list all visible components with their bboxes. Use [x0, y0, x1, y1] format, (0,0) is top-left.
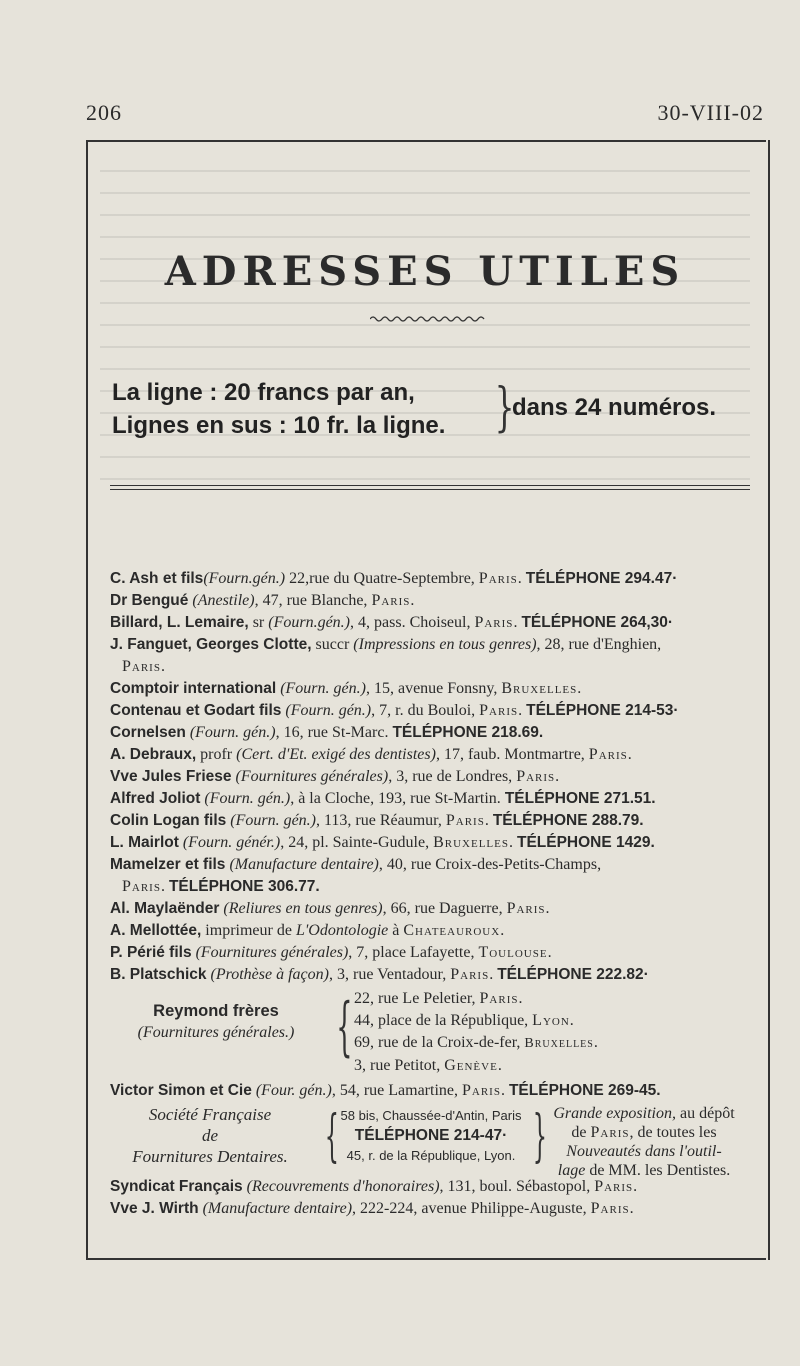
entry-address: , 3, rue de Londres, [388, 768, 517, 785]
entry-address: , 113, rue Réaumur, [316, 812, 446, 829]
list-item [110, 1080, 760, 1102]
company-address: 58 bis, Chaussée-d'Antin, Paris [340, 1108, 522, 1123]
entry-name: L. Mairlot [110, 834, 179, 851]
entry-note: (Reliures en tous genres) [223, 900, 383, 917]
list-item [110, 964, 760, 986]
issue-date: 30-VIII-02 [657, 100, 764, 125]
branch-address: 22, rue Le Peletier, [354, 990, 480, 1007]
address-list [110, 568, 760, 1220]
rates-block [112, 376, 445, 442]
list-item [110, 612, 760, 634]
entry-sep: . [160, 878, 169, 895]
entry-note: (Fourn. gén.) [204, 790, 291, 807]
entry-note: (Fourn. génér.) [182, 834, 281, 851]
list-item [110, 634, 760, 678]
list-item [110, 854, 760, 898]
company-note: de [571, 1124, 591, 1141]
entry-sep: . [517, 570, 526, 587]
entry-note: (Manufacture dentaire) [229, 856, 379, 873]
entry-note: (Fourn.gén.) [268, 614, 351, 631]
entry-name: Vve J. Wirth [110, 1200, 199, 1217]
entry-address: , 47, rue Blanche, [254, 592, 372, 609]
entry-end: . [627, 746, 632, 763]
entry-note: (Fourn. gén.) [189, 724, 276, 741]
entry-title: succr [311, 636, 354, 653]
entry-telephone: TÉLÉPHONE 271.51. [504, 790, 656, 807]
entry-city: Paris [474, 614, 514, 631]
branch-city: Bruxelles [524, 1036, 594, 1051]
branch-end: . [518, 990, 523, 1007]
entry-address: , 24, pl. Sainte-Gudule, [280, 834, 434, 851]
page-number: 206 [86, 100, 122, 125]
entry-name: Victor Simon et Cie [110, 1082, 252, 1099]
divider-rule [110, 489, 750, 490]
entry-address: , 16, rue St-Marc. [275, 724, 393, 741]
entry-name: A. Debraux, [110, 746, 197, 763]
entry-sep: . [508, 834, 517, 851]
societe-francaise-block [110, 1104, 760, 1179]
entry-city: Paris [590, 1200, 630, 1217]
company-name-line: Fournitures Dentaires. [132, 1147, 288, 1166]
brace: } [532, 1104, 547, 1169]
brace: { [336, 990, 353, 1064]
company-note: Grande exposition, [553, 1105, 676, 1122]
rates-frequency: dans 24 numéros. [512, 394, 717, 421]
entry-note: (Fourn.gén.) [203, 570, 286, 587]
branch-end: . [497, 1057, 502, 1074]
entry-note: (Fourn. gén.) [230, 812, 317, 829]
entry-note: (Cert. d'Et. exigé des dentistes) [236, 746, 436, 763]
entry-city: Paris [478, 570, 518, 587]
branch-end: . [593, 1034, 598, 1051]
entry-note: (Anestile) [192, 592, 255, 609]
branch-address: 44, place de la République, [354, 1012, 533, 1029]
page-title: ADRESSES UTILES [164, 248, 686, 295]
entry-note: (Prothèse à façon) [210, 966, 329, 983]
entry-address: , 28, rue d'Enghien, [536, 636, 662, 653]
entry-end: . [555, 768, 560, 785]
list-item [110, 942, 760, 964]
entry-note: (Recouvrements d'honoraires) [246, 1178, 440, 1195]
entry-name: Comptoir international [110, 680, 277, 697]
entry-city: Paris [588, 746, 628, 763]
entry-name: C. Ash et fils [110, 570, 204, 587]
company-name-line: Société Française [148, 1105, 272, 1124]
entry-address: , 54, rue Lamartine, [331, 1082, 462, 1099]
entry-publication: L'Odontologie [295, 922, 389, 939]
branch-city: Paris [479, 990, 519, 1007]
entry-city: Paris [450, 966, 490, 983]
brace: { [324, 1104, 339, 1169]
entry-name: P. Périé fils [110, 944, 192, 961]
entry-city: Paris [506, 900, 546, 917]
list-item [110, 568, 760, 590]
frame-bottom-rule [86, 1258, 766, 1260]
list-item [110, 678, 760, 700]
company-name-line: de [201, 1126, 219, 1145]
company-note: Nouveautés dans l'outil- [566, 1143, 722, 1160]
entry-end: . [547, 944, 552, 961]
list-item [110, 1198, 760, 1220]
entry-city: Paris [122, 878, 161, 895]
entry-sep: . [500, 1082, 509, 1099]
rate-line-1: La ligne : 20 francs par an, [112, 379, 415, 406]
entry-text: à [388, 922, 404, 939]
entry-end: . [545, 900, 550, 917]
entry-end: . [500, 922, 505, 939]
rate-line-2: Lignes en sus : 10 fr. la ligne. [112, 412, 446, 439]
branch-address: 3, rue Petitot, [354, 1057, 445, 1074]
entry-name: Cornelsen [110, 724, 186, 741]
entry-name: A. Mellottée, [110, 922, 202, 939]
branch-address: 69, rue de la Croix-de-fer, [354, 1034, 525, 1051]
entry-name: Billard, L. Lemaire, [110, 614, 249, 631]
company-city: Paris [590, 1124, 630, 1141]
entry-name: Al. Maylaënder [110, 900, 220, 917]
entry-city: Paris [122, 658, 161, 675]
entry-telephone: TÉLÉPHONE 218.69. [392, 724, 544, 741]
entry-telephone: TÉLÉPHONE 269-45. [508, 1082, 661, 1099]
entry-name: J. Fanguet, Georges Clotte, [110, 636, 312, 653]
entry-end: . [577, 680, 582, 697]
entry-address: , 17, faub. Montmartre, [435, 746, 589, 763]
company-note: de MM. les Dentistes. [585, 1162, 731, 1179]
entry-address: , à la Cloche, 193, rue St-Martin. [290, 790, 505, 807]
entry-sep: . [489, 966, 498, 983]
entry-address: , 4, pass. Choiseul, [350, 614, 475, 631]
entry-title: sr [248, 614, 269, 631]
entry-telephone: TÉLÉPHONE 222.82· [497, 966, 649, 983]
entry-name: Dr Bengué [110, 592, 189, 609]
entry-address: , 131, boul. Sébastopol, [439, 1178, 595, 1195]
entry-name: Contenau et Godart fils [110, 702, 282, 719]
entry-address: , 15, avenue Fonsny, [365, 680, 502, 697]
list-item [110, 832, 760, 854]
entry-address: , 66, rue Daguerre, [382, 900, 507, 917]
list-item [110, 590, 760, 612]
entry-text: imprimeur de [201, 922, 296, 939]
entry-name: Vve Jules Friese [110, 768, 232, 785]
list-item [110, 788, 760, 810]
rates-brace: } [494, 378, 515, 438]
entry-address: , 40, rue Croix-des-Petits-Champs, [378, 856, 602, 873]
list-item [110, 700, 760, 722]
entry-sep: . [518, 702, 527, 719]
entry-city: Paris [594, 1178, 634, 1195]
entry-telephone: TÉLÉPHONE 264,30· [521, 614, 674, 631]
company-note: lage [557, 1162, 586, 1179]
entry-city: Paris [462, 1082, 501, 1099]
entry-telephone: TÉLÉPHONE 214-53· [526, 702, 679, 719]
entry-note: (Manufacture dentaire) [202, 1200, 353, 1217]
entry-end: . [633, 1178, 638, 1195]
entry-city: Paris [516, 768, 556, 785]
list-item [110, 898, 760, 920]
list-item [110, 744, 760, 766]
entry-city: Paris [371, 592, 411, 609]
branch-end: . [569, 1012, 574, 1029]
entry-address: , 3, rue Ventadour, [328, 966, 451, 983]
entry-name: Mamelzer et fils [110, 856, 226, 873]
divider-rule [110, 485, 750, 486]
entry-note: (Impressions en tous genres) [353, 636, 537, 653]
company-address: 45, r. de la République, Lyon. [346, 1148, 516, 1163]
entry-telephone: TÉLÉPHONE 288.79. [492, 812, 644, 829]
frame-top-rule [86, 140, 766, 142]
page-header [0, 100, 800, 130]
entry-end: . [410, 592, 415, 609]
entry-telephone: TÉLÉPHONE 294.47· [525, 570, 678, 587]
branch-city: Lyon [532, 1012, 570, 1029]
entry-city: Bruxelles [501, 680, 578, 697]
branch-city: Genève [444, 1057, 498, 1074]
entry-name: B. Platschick [110, 966, 207, 983]
company-note: , de toutes les [629, 1124, 717, 1141]
entry-telephone: TÉLÉPHONE 1429. [516, 834, 655, 851]
company-telephone: TÉLÉPHONE 214-47· [354, 1127, 508, 1144]
title-ornament [370, 315, 485, 323]
entry-city: Chateauroux [403, 922, 501, 939]
entry-note: (Four. gén.) [255, 1082, 332, 1099]
entry-note: (Fourn. gén.) [285, 702, 372, 719]
list-item [110, 920, 760, 942]
entry-name: Colin Logan fils [110, 812, 227, 829]
entry-name: Reymond frères [153, 1002, 279, 1020]
list-item [110, 766, 760, 788]
entry-city: Paris [479, 702, 519, 719]
entry-address: 22,rue du Quatre-Septembre, [285, 570, 479, 587]
entry-note: (Fournitures générales) [235, 768, 389, 785]
entry-note: (Fourn. gén.) [280, 680, 366, 697]
entry-city: Toulouse [478, 944, 548, 961]
entry-title: profr [196, 746, 237, 763]
entry-name: Syndicat Français [110, 1178, 243, 1195]
list-item [110, 810, 760, 832]
entry-note: (Fournitures générales.) [137, 1024, 295, 1041]
entry-name: Alfred Joliot [110, 790, 201, 807]
entry-city: Paris [445, 812, 485, 829]
entry-sep: . [513, 614, 522, 631]
entry-note: (Fournitures générales) [195, 944, 349, 961]
entry-address: , 222-224, avenue Philippe-Auguste, [352, 1200, 591, 1217]
list-item [110, 722, 760, 744]
entry-end: . [160, 658, 165, 675]
company-note: au dépôt [676, 1105, 735, 1122]
reymond-block [110, 988, 760, 1078]
entry-city: Bruxelles [433, 834, 509, 851]
entry-address: , 7, place Lafayette, [348, 944, 479, 961]
entry-telephone: TÉLÉPHONE 306.77. [168, 878, 320, 895]
entry-end: . [629, 1200, 634, 1217]
entry-address: , 7, r. du Bouloi, [371, 702, 480, 719]
entry-sep: . [484, 812, 493, 829]
